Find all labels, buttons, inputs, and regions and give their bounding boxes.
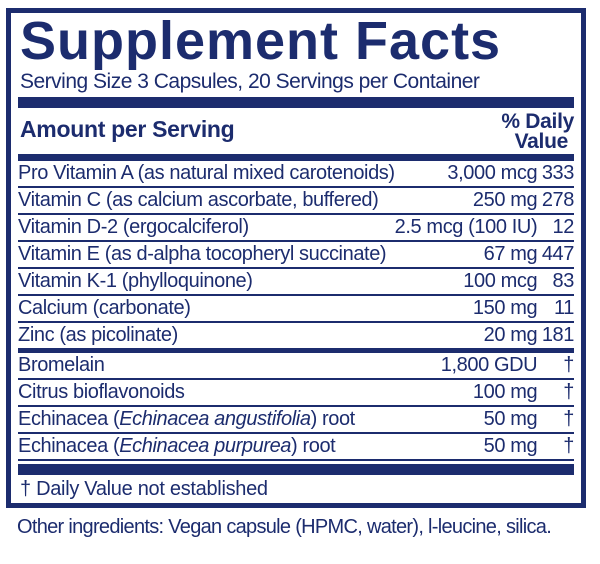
amount-cell: 1,800 GDU [440,354,538,376]
label-title: Supplement Facts [20,11,502,71]
daily-value-cell: † [563,408,574,430]
table-row [18,268,574,295]
ingredient-name-text: Vitamin C (as calcium ascorbate, buffered) [18,189,379,211]
amount-cell: 3,000 mcg [447,162,538,184]
amount-cell: 100 mcg [463,270,538,292]
ingredient-name-cell [18,433,395,460]
table-row [18,241,574,268]
ingredient-species-italic: Echinacea angustifolia [119,408,311,430]
ingredient-name-text: Pro Vitamin A (as natural mixed carotenoids) [18,162,395,184]
ingredient-name-cell [18,268,395,295]
daily-value-header-line2: Value [514,130,568,153]
serving-info: Serving Size 3 Capsules, 20 Servings per Container [20,70,480,93]
table-row [18,406,574,433]
amount-per-serving-header: Amount per Serving [20,116,235,142]
ingredient-name-cell [18,295,395,322]
ingredient-name-text: Zinc (as picolinate) [18,324,178,346]
table-row [18,295,574,322]
daily-value-cell: 83 [552,270,574,292]
ingredient-name-cell [18,241,395,268]
table-row [18,214,574,241]
table-row [18,187,574,214]
daily-value-cell: 333 [541,162,574,184]
ingredient-name-text: Bromelain [18,354,105,376]
table-row [18,379,574,406]
amount-cell: 67 mg [483,243,538,265]
amount-cell: 20 mg [483,324,538,346]
amount-cell: 100 mg [472,381,538,403]
table-row [18,161,574,187]
daily-value-cell: 181 [541,324,574,346]
ingredient-species-italic: Echinacea purpurea [119,435,292,457]
divider-bottom-thick [18,464,574,475]
daily-value-cell: † [563,381,574,403]
daily-value-cell: 278 [541,189,574,211]
divider-top-thick [18,97,574,108]
label-box [6,8,586,508]
ingredient-name-cell [18,187,395,214]
ingredient-name-text: Vitamin D-2 (ergocalciferol) [18,216,249,238]
ingredient-name-text: Echinacea ( [18,435,120,457]
ingredient-name-cell [18,379,395,406]
ingredient-name-cell [18,351,395,380]
daily-value-cell: † [563,435,574,457]
supplement-table-body [18,161,574,460]
daily-value-header-line1: % Daily [501,110,574,133]
ingredient-name-cell [18,214,395,241]
amount-cell: 2.5 mcg (100 IU) [394,216,538,238]
table-row [18,433,574,460]
table-row [18,351,574,380]
ingredient-name-text: Calcium (carbonate) [18,297,191,319]
divider-header-medium [18,154,574,161]
ingredient-name-text: ) root [310,408,355,430]
ingredient-name-text: Echinacea ( [18,408,120,430]
ingredient-name-cell [18,406,395,433]
daily-value-header [501,112,574,152]
supplement-table [18,161,574,461]
amount-cell: 50 mg [483,435,538,457]
daily-value-cell: 447 [541,243,574,265]
amount-cell: 150 mg [472,297,538,319]
amount-cell: 50 mg [483,408,538,430]
ingredient-name-text: Citrus bioflavonoids [18,381,185,403]
daily-value-cell: 12 [552,216,574,238]
ingredient-name-cell [18,322,395,351]
daily-value-cell: 11 [554,297,574,319]
daily-value-footnote: † Daily Value not established [20,478,268,500]
ingredient-name-text: Vitamin E (as d-alpha tocopheryl succinate) [18,243,387,265]
ingredient-name-text: ) root [291,435,336,457]
daily-value-cell: † [563,354,574,376]
table-row [18,322,574,351]
table-header-row [18,112,574,152]
ingredient-name-text: Vitamin K-1 (phylloquinone) [18,270,253,292]
other-ingredients-text: Other ingredients: Vegan capsule (HPMC, water), l-leucine, silica. [17,516,552,538]
amount-cell: 250 mg [472,189,538,211]
ingredient-name-cell [18,161,395,187]
